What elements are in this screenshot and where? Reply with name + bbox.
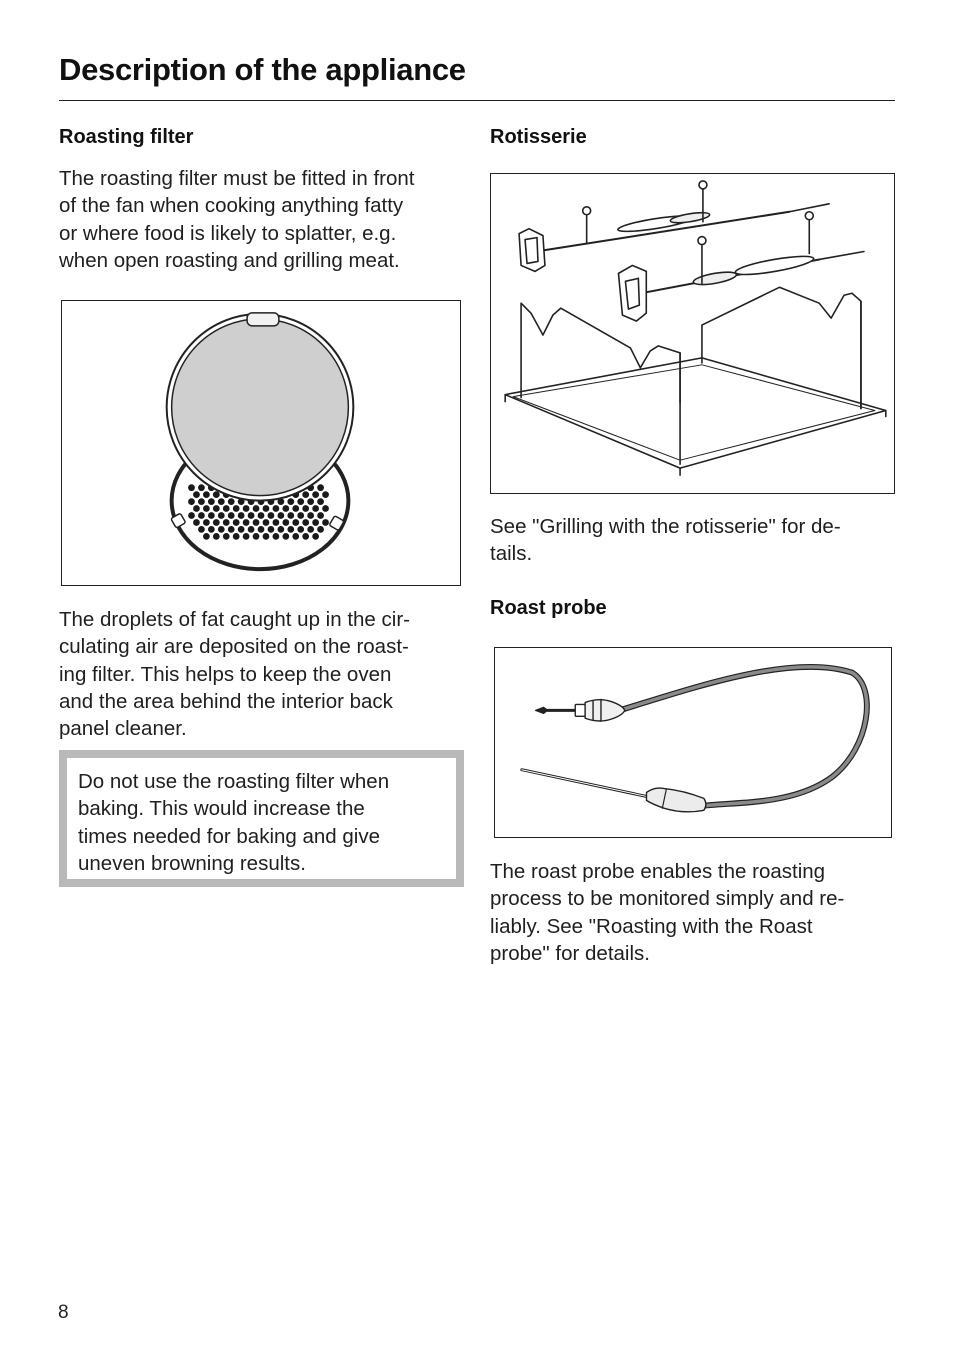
perforation-hole: [208, 526, 215, 533]
text-line: The droplets of fat caught up in the cir-: [59, 608, 410, 631]
perforation-hole: [198, 526, 205, 533]
perforation-hole: [233, 505, 240, 512]
perforation-hole: [317, 526, 324, 533]
text-line: process to be monitored simply and re-: [490, 887, 845, 911]
perforation-hole: [248, 512, 255, 519]
text-line: The roast probe enables the roasting: [490, 860, 826, 883]
roast-probe-figure: [494, 647, 892, 838]
perforation-hole: [228, 526, 235, 533]
page-title: Description of the appliance: [59, 52, 466, 87]
perforation-hole: [228, 498, 235, 505]
perforation-hole: [258, 526, 265, 533]
text-line: tails.: [490, 542, 533, 566]
perforation-hole: [297, 526, 304, 533]
perforation-hole: [188, 512, 195, 519]
title-divider: [59, 100, 895, 101]
page-number: 8: [58, 1302, 69, 1323]
perforation-hole: [203, 533, 210, 540]
perforation-hole: [307, 512, 314, 519]
perforation-hole: [193, 519, 200, 526]
perforation-hole: [203, 505, 210, 512]
perforation-hole: [223, 533, 230, 540]
warning-note-text: [78, 768, 453, 877]
perforation-hole: [213, 505, 220, 512]
rotisserie-rack-icon: [491, 174, 894, 493]
perforation-hole: [213, 533, 220, 540]
warning-note-box: [59, 750, 464, 887]
perforation-hole: [317, 498, 324, 505]
perforation-hole: [218, 498, 225, 505]
perforation-hole: [238, 526, 245, 533]
perforation-hole: [282, 505, 289, 512]
perforation-hole: [198, 512, 205, 519]
perforation-hole: [273, 519, 280, 526]
perforation-hole: [277, 526, 284, 533]
perforation-hole: [268, 512, 275, 519]
perforation-hole: [312, 491, 319, 498]
perforation-hole: [233, 519, 240, 526]
perforation-hole: [292, 533, 299, 540]
perforation-hole: [218, 526, 225, 533]
perforation-hole: [317, 512, 324, 519]
perforation-hole: [218, 512, 225, 519]
perforation-hole: [193, 491, 200, 498]
perforation-hole: [312, 519, 319, 526]
perforation-hole: [263, 533, 270, 540]
perforation-hole: [243, 533, 250, 540]
perforation-hole: [312, 533, 319, 540]
perforation-hole: [307, 526, 314, 533]
rotisserie-caption: [490, 513, 841, 568]
text-line: ing filter. This helps to keep the oven: [59, 662, 392, 686]
text-line: times needed for baking and give: [78, 824, 381, 848]
perforation-hole: [203, 519, 210, 526]
perforation-hole: [297, 498, 304, 505]
perforation-hole: [188, 498, 195, 505]
perforation-hole: [223, 505, 230, 512]
rotisserie-figure: [490, 173, 895, 494]
perforation-hole: [213, 519, 220, 526]
perforation-hole: [282, 519, 289, 526]
perforation-hole: [213, 491, 220, 498]
perforation-hole: [193, 505, 200, 512]
text-line: Do not use the roasting filter when: [78, 770, 390, 793]
text-line: See "Grilling with the rotisserie" for de-: [490, 515, 841, 538]
perforation-hole: [223, 519, 230, 526]
perforation-hole: [322, 505, 329, 512]
perforation-hole: [203, 491, 210, 498]
perforation-hole: [302, 533, 309, 540]
text-line: probe" for details.: [490, 941, 650, 965]
text-line: or where food is likely to splatter, e.g.: [59, 221, 397, 245]
perforation-hole: [253, 519, 260, 526]
roast-probe-heading: Roast probe: [490, 597, 607, 619]
perforation-hole: [263, 519, 270, 526]
perforation-hole: [292, 519, 299, 526]
roasting-filter-icon: [62, 301, 460, 585]
text-line: when open roasting and grilling meat.: [59, 248, 400, 272]
text-line: culating air are deposited on the roast-: [59, 635, 409, 659]
perforation-hole: [322, 491, 329, 498]
perforation-hole: [307, 498, 314, 505]
roasting-filter-heading: Roasting filter: [59, 126, 194, 148]
perforation-hole: [238, 512, 245, 519]
perforation-hole: [258, 512, 265, 519]
text-line: liably. See "Roasting with the Roast: [490, 914, 813, 938]
rotisserie-heading: Rotisserie: [490, 126, 587, 148]
perforation-hole: [208, 498, 215, 505]
text-line: and the area behind the interior back: [59, 689, 393, 713]
perforation-hole: [292, 505, 299, 512]
roasting-filter-intro: [59, 165, 415, 274]
perforation-hole: [188, 484, 195, 491]
perforation-hole: [273, 505, 280, 512]
text-line: panel cleaner.: [59, 717, 187, 741]
perforation-hole: [322, 519, 329, 526]
perforation-hole: [273, 533, 280, 540]
perforation-hole: [233, 533, 240, 540]
perforation-hole: [228, 512, 235, 519]
perforation-hole: [287, 498, 294, 505]
perforation-hole: [268, 526, 275, 533]
perforation-hole: [277, 512, 284, 519]
perforation-hole: [263, 505, 270, 512]
perforation-hole: [297, 512, 304, 519]
perforation-hole: [253, 505, 260, 512]
perforation-hole: [312, 505, 319, 512]
perforation-hole: [248, 526, 255, 533]
perforation-hole: [302, 519, 309, 526]
roast-probe-icon: [495, 648, 891, 837]
perforation-hole: [243, 519, 250, 526]
perforation-hole: [287, 526, 294, 533]
perforation-hole: [208, 512, 215, 519]
perforation-hole: [243, 505, 250, 512]
perforation-hole: [302, 491, 309, 498]
roasting-filter-body: [59, 606, 410, 742]
perforation-hole: [317, 484, 324, 491]
text-line: The roasting filter must be fitted in front: [59, 167, 415, 190]
text-line: baking. This would increase the: [78, 797, 365, 821]
roast-probe-caption: [490, 858, 844, 967]
perforation-hole: [282, 533, 289, 540]
perforation-hole: [253, 533, 260, 540]
text-line: uneven browning results.: [78, 851, 306, 875]
perforation-hole: [302, 505, 309, 512]
text-line: of the fan when cooking anything fatty: [59, 194, 404, 218]
perforation-hole: [287, 512, 294, 519]
roasting-filter-figure: [61, 300, 461, 586]
perforation-hole: [198, 498, 205, 505]
perforation-hole: [198, 484, 205, 491]
